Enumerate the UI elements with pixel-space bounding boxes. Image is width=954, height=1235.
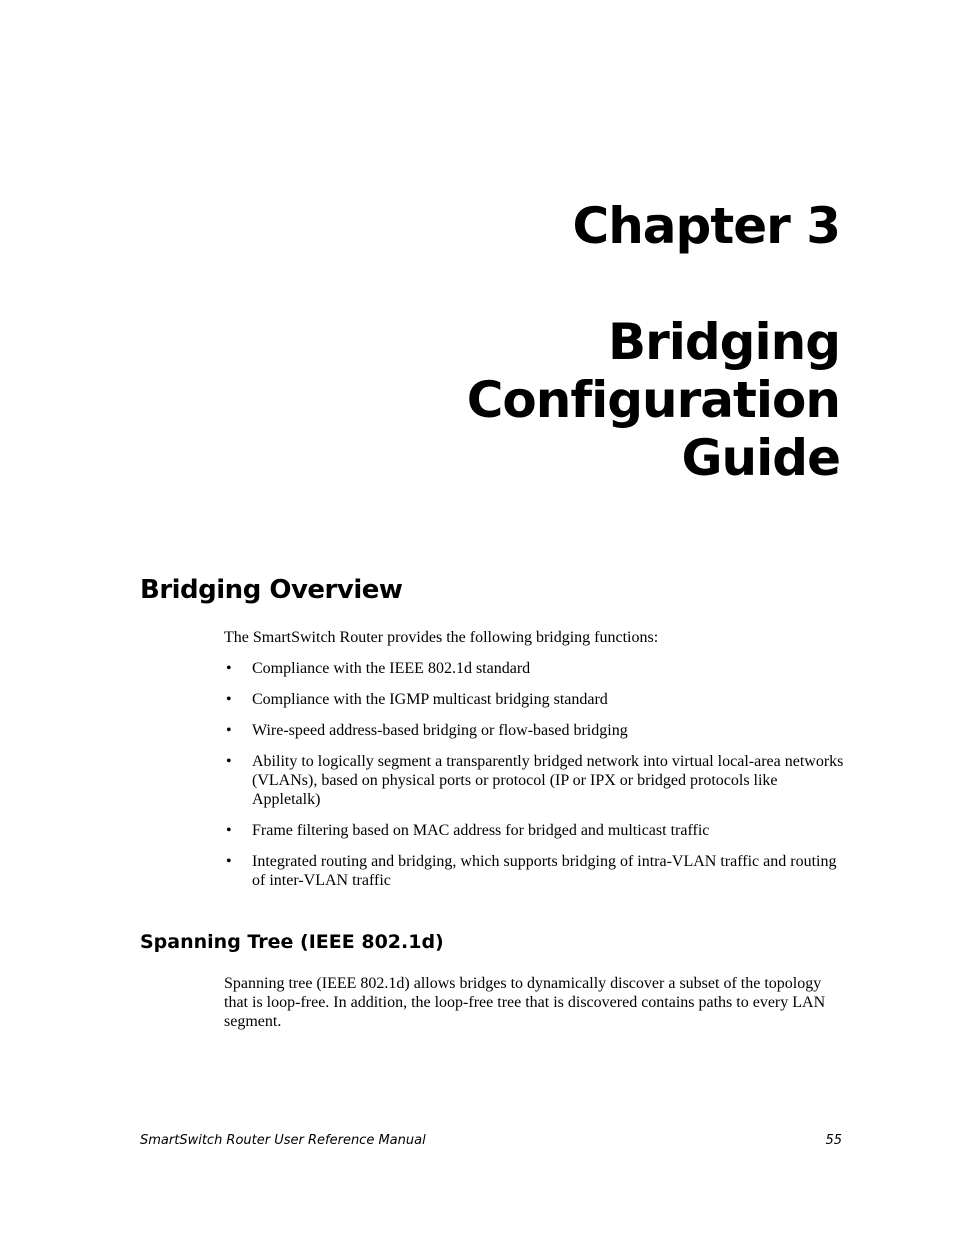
- subsection-paragraph: Spanning tree (IEEE 802.1d) allows bridges to dynamically discover a subset of the topology that is loop-free. In addition, the loop-free tree that is discovered contains paths to every LAN segment.: [224, 975, 826, 1030]
- bullet-icon: •: [226, 853, 232, 870]
- list-item: [224, 690, 844, 709]
- list-item: [224, 752, 844, 809]
- list-item-text: Integrated routing and bridging, which supports bridging of intra-VLAN traffic and routing of inter-VLAN traffic: [252, 853, 837, 889]
- section-intro: The SmartSwitch Router provides the following bridging functions:: [224, 629, 659, 646]
- footer-page-number: 55: [825, 1133, 842, 1148]
- subsection-heading: Spanning Tree (IEEE 802.1d): [140, 931, 444, 953]
- chapter-title-line: Guide: [681, 429, 840, 487]
- list-item-text: Compliance with the IGMP multicast bridging standard: [252, 691, 608, 708]
- list-item: [224, 852, 844, 890]
- chapter-title-line: Bridging: [607, 313, 840, 371]
- bullet-icon: •: [226, 660, 232, 677]
- bullet-icon: •: [226, 722, 232, 739]
- list-item-text: Ability to logically segment a transparently bridged network into virtual local-area networks (VLANs), based on physical ports or protocol (IP or IPX or bridged protocols like Appletalk): [252, 753, 844, 808]
- list-item-text: Compliance with the IEEE 802.1d standard: [252, 660, 531, 677]
- bullet-icon: •: [226, 691, 232, 708]
- section-heading: Bridging Overview: [140, 575, 403, 605]
- footer-manual-title: SmartSwitch Router User Reference Manual: [140, 1133, 426, 1148]
- list-item: [224, 721, 844, 740]
- bullet-icon: •: [226, 822, 232, 839]
- bullet-icon: •: [226, 753, 232, 770]
- bullet-list: [224, 659, 844, 902]
- chapter-title-line: Configuration: [466, 371, 840, 429]
- list-item-text: Wire-speed address-based bridging or flow-based bridging: [252, 722, 628, 739]
- chapter-label: Chapter 3: [572, 197, 840, 255]
- list-item: [224, 821, 844, 840]
- list-item: [224, 659, 844, 678]
- list-item-text: Frame filtering based on MAC address for bridged and multicast traffic: [252, 822, 710, 839]
- chapter-title: [140, 313, 840, 487]
